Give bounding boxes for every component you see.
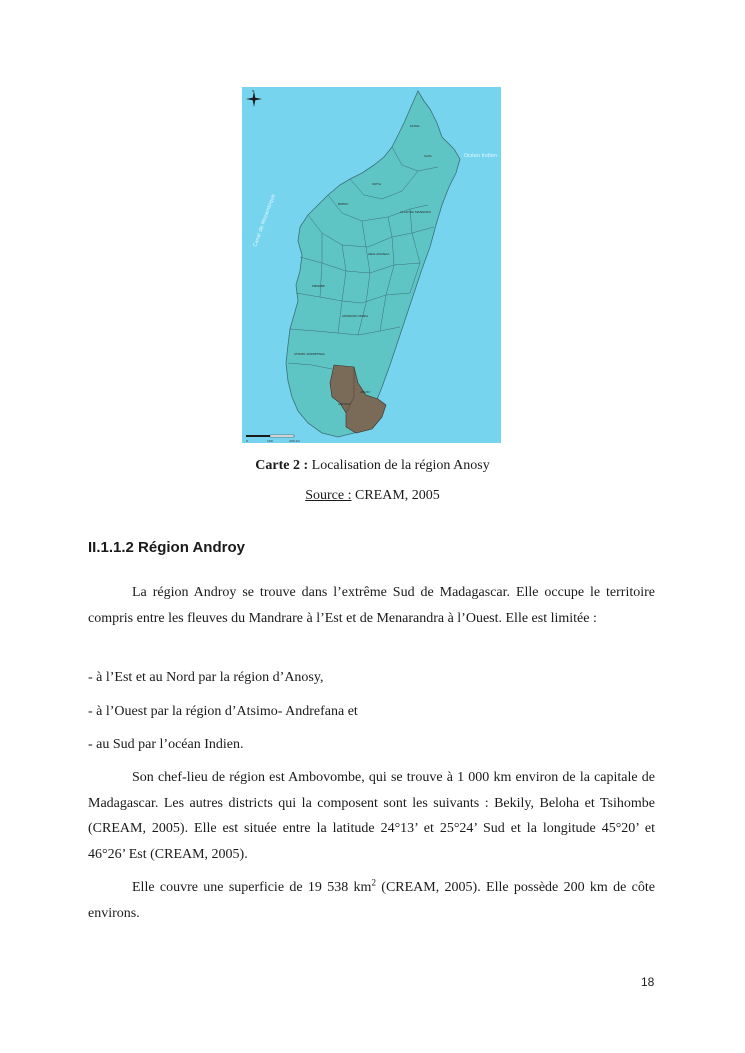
region-label-androy: ANDROY — [338, 402, 351, 406]
region-label-alaotra: ALAOTRA MANGORO — [400, 210, 431, 214]
page-number: 18 — [641, 975, 655, 989]
region-label-anosy: ANOSY — [360, 390, 371, 394]
list-item-east-north: - à l’Est et au Nord par la région d’Anosy, — [88, 670, 324, 685]
caption-title-bold: Carte 2 : — [255, 458, 309, 473]
scale-label-2: 200 km — [289, 439, 301, 443]
region-label-menabe: MENABE — [312, 284, 325, 288]
paragraph-3 — [88, 875, 655, 926]
region-label-boeny: BOENY — [338, 202, 349, 206]
map-svg — [242, 87, 501, 443]
section-heading: II.1.1.2 Région Androy — [88, 539, 245, 556]
east-sea-label: Océan Indien — [464, 153, 498, 159]
list-item-west: - à l’Ouest par la région d’Atsimo- Andrefana et — [88, 704, 358, 719]
paragraph-2: Son chef-lieu de région est Ambovombe, qui se trouve à 1 000 km environ de la capitale de Madagascar. Les autres districts qui la composent sont les suivants : Bekily, Beloha et Tsihombe (CREAM, 2005). Elle est située entre la latitude 24°13’ et 25°24’ Sud et la longitude 45°20’ et 46°26’ Est (CREAM, 2005). — [88, 770, 655, 862]
figure-source — [0, 488, 745, 504]
region-label-analamanga: ANALAMANGA — [368, 252, 390, 256]
caption-title-text: Localisation de la région Anosy — [308, 458, 490, 473]
scale-label-1: 100 — [267, 439, 273, 443]
figure-caption — [0, 458, 745, 474]
list-item-south: - au Sud par l’océan Indien. — [88, 737, 244, 752]
source-label: Source : — [305, 488, 352, 503]
source-text: CREAM, 2005 — [351, 488, 440, 503]
superscript-2: 2 — [371, 877, 376, 888]
region-label-atsimo: ATSIMO ANDREFANA — [294, 352, 325, 356]
paragraph-1: La région Androy se trouve dans l’extrême Sud de Madagascar. Elle occupe le territoire compris entre les fleuves du Mandrare à l’Est et de Menarandra à l’Ouest. Elle est limitée : — [88, 585, 655, 626]
north-label: N — [252, 89, 255, 93]
paragraph-3-end: (CREAM, 2005). Elle possède 200 km de côte environs. — [88, 880, 655, 921]
region-label-sava: SAVA — [424, 154, 432, 158]
west-sea-label: Canal de Mozambique — [252, 193, 277, 248]
region-label-diana: DIANA — [410, 124, 420, 128]
scale-label-0: 0 — [246, 439, 248, 443]
region-label-amoron: AMORON'I MANIA — [342, 314, 369, 318]
madagascar-region-map — [242, 87, 501, 443]
region-label-sofia: SOFIA — [372, 182, 381, 186]
paragraph-3-start: Elle couvre une superficie de 19 538 km — [132, 880, 372, 895]
